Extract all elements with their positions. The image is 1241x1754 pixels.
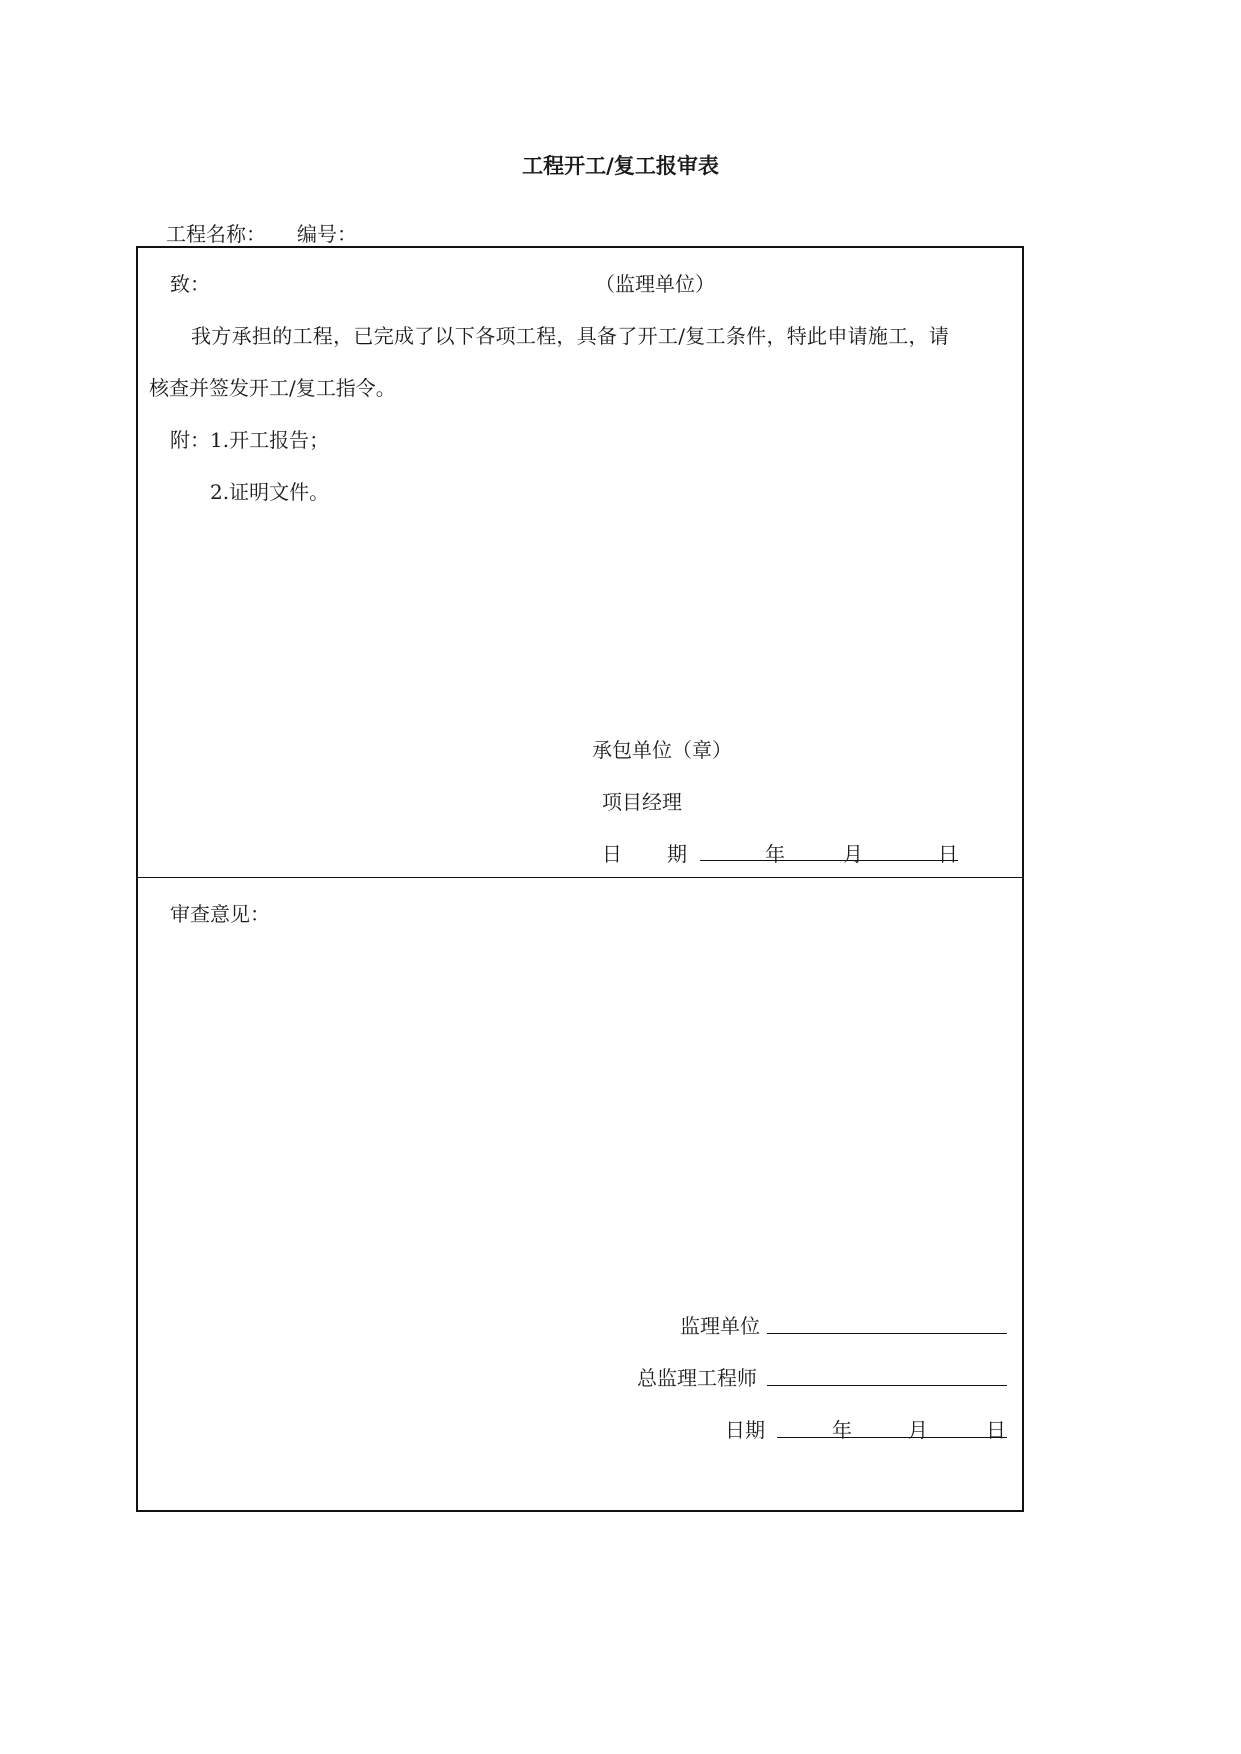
chief-engineer-underline <box>767 1385 1007 1386</box>
review-date-label: 日期 <box>725 1418 765 1442</box>
project-name-label: 工程名称： <box>166 222 266 246</box>
application-date-year: 年 <box>765 842 785 866</box>
to-label: 致： <box>170 272 210 296</box>
attachment-item-2: 2.证明文件。 <box>210 480 330 504</box>
review-date-underline <box>777 1437 1007 1438</box>
project-manager-label: 项目经理 <box>602 790 682 814</box>
review-date-day: 日 <box>986 1418 1006 1442</box>
date-label-char-1: 日 <box>602 842 622 866</box>
supervisor-unit-underline <box>767 1333 1007 1334</box>
review-date-year: 年 <box>832 1418 852 1442</box>
contractor-seal-label: 承包单位（章） <box>592 738 732 762</box>
section-divider <box>136 877 1024 878</box>
application-body-line-2: 核查并签发开工/复工指令。 <box>149 376 396 400</box>
review-date-month: 月 <box>908 1418 928 1442</box>
attachment-item-1: 附：1.开工报告； <box>170 428 330 452</box>
chief-engineer-label: 总监理工程师 <box>637 1366 757 1390</box>
date-label-char-2: 期 <box>667 842 687 866</box>
document-title: 工程开工/复工报审表 <box>522 154 719 178</box>
application-date-month: 月 <box>843 842 863 866</box>
application-date-day: 日 <box>938 842 958 866</box>
application-body-line-1: 我方承担的工程，已完成了以下各项工程，具备了开工/复工条件，特此申请施工，请 <box>191 324 950 348</box>
supervisor-unit-hint: （监理单位） <box>595 272 715 296</box>
application-date-underline <box>700 860 958 861</box>
supervisor-unit-label: 监理单位 <box>680 1314 760 1338</box>
number-label: 编号： <box>297 222 357 246</box>
review-opinion-label: 审查意见： <box>170 902 270 926</box>
